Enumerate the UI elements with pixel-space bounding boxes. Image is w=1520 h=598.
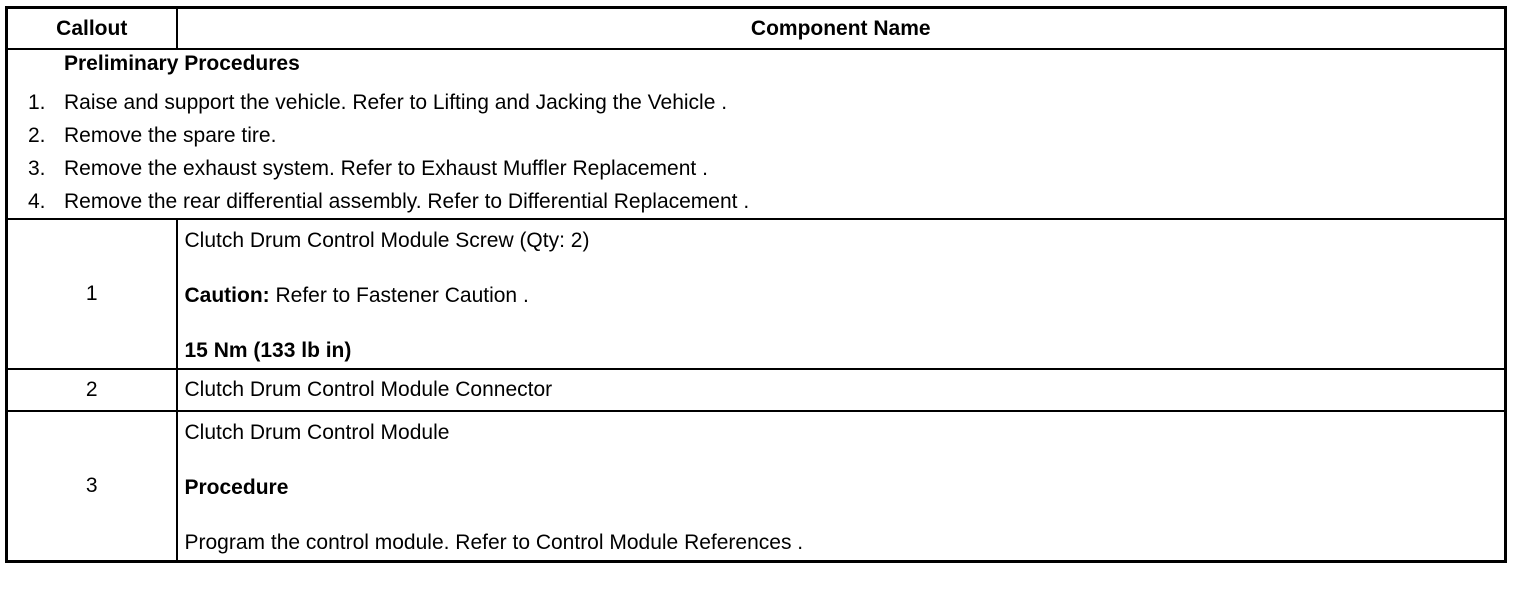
list-item bbox=[8, 119, 1504, 152]
step-text: Remove the rear differential assembly. Refer to Differential Replacement . bbox=[64, 190, 750, 213]
step-number: 1. bbox=[28, 91, 46, 114]
step-text: Remove the spare tire. bbox=[64, 124, 277, 147]
list-item bbox=[8, 185, 1504, 218]
component-name: Clutch Drum Control Module bbox=[184, 420, 450, 444]
table-row bbox=[7, 219, 1506, 369]
header-callout: Callout bbox=[7, 8, 177, 50]
table-row bbox=[7, 411, 1506, 561]
component-cell bbox=[177, 219, 1506, 369]
component-table bbox=[5, 6, 1507, 563]
table-row bbox=[7, 369, 1506, 411]
caution-text: Refer to Fastener Caution . bbox=[269, 284, 529, 307]
procedure-text: Program the control module. Refer to Control Module References . bbox=[184, 530, 804, 554]
list-item bbox=[8, 152, 1504, 185]
header-row bbox=[7, 8, 1506, 50]
header-component-name: Component Name bbox=[177, 8, 1506, 50]
procedure-label: Procedure bbox=[184, 475, 289, 499]
component-cell bbox=[177, 411, 1506, 561]
preliminary-cell bbox=[7, 49, 1506, 219]
list-item bbox=[8, 86, 1504, 119]
component-name: Clutch Drum Control Module Connector bbox=[177, 369, 1506, 411]
preliminary-title: Preliminary Procedures bbox=[64, 52, 300, 75]
caution-label: Caution: bbox=[184, 284, 270, 307]
callout-number: 2 bbox=[7, 369, 177, 411]
caution-note bbox=[185, 276, 1505, 331]
step-text: Raise and support the vehicle. Refer to Lifting and Jacking the Vehicle . bbox=[64, 91, 728, 114]
preliminary-steps bbox=[8, 86, 1504, 218]
step-number: 3. bbox=[28, 157, 46, 180]
step-number: 4. bbox=[28, 190, 46, 213]
callout-number: 1 bbox=[7, 219, 177, 369]
torque-spec: 15 Nm (133 lb in) bbox=[184, 339, 352, 362]
step-number: 2. bbox=[28, 124, 46, 147]
step-text: Remove the exhaust system. Refer to Exhaust Muffler Replacement . bbox=[64, 157, 708, 180]
callout-number: 3 bbox=[7, 411, 177, 561]
preliminary-row bbox=[7, 49, 1506, 219]
component-name: Clutch Drum Control Module Screw (Qty: 2) bbox=[184, 229, 590, 252]
